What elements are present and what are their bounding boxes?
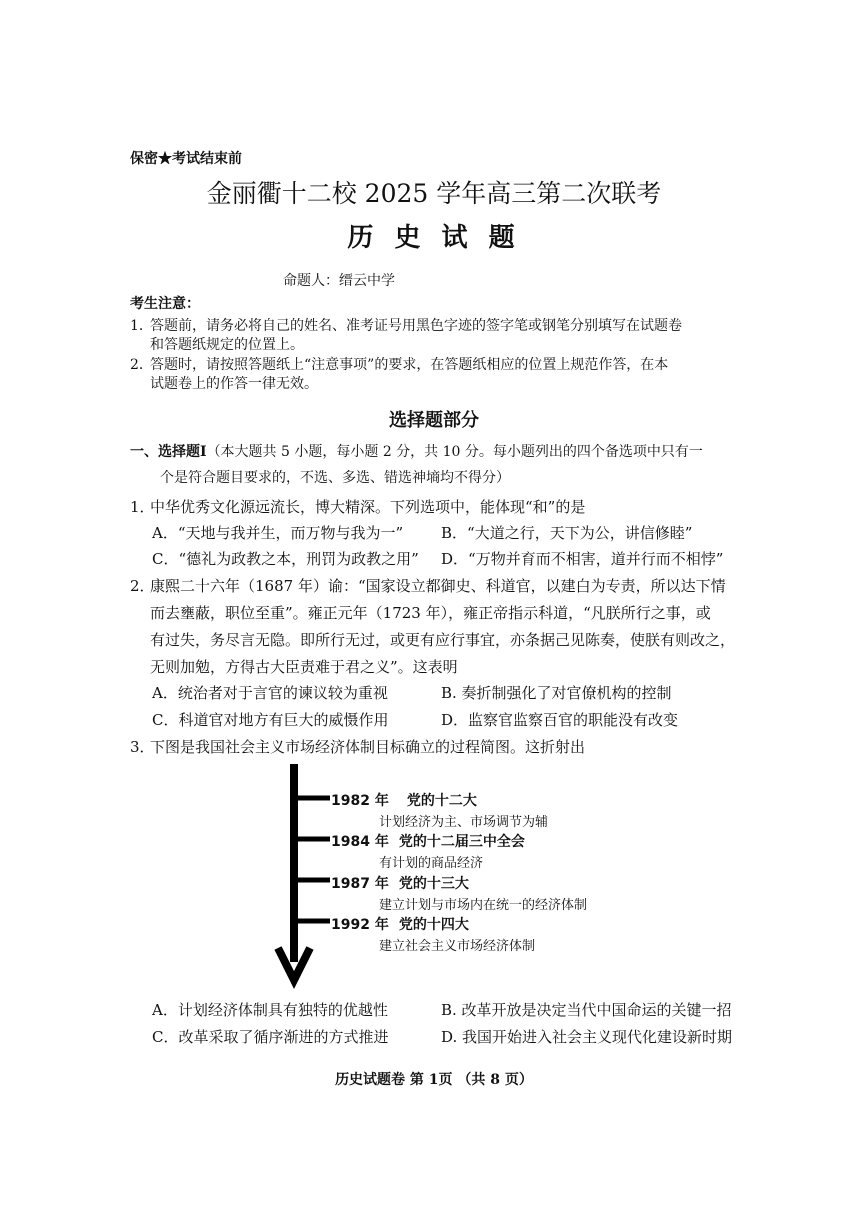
timeline-year: 1984 年 [331, 834, 389, 850]
question-2-stem-line4: 无则加勉，方得古大臣责难于君之义”。这表明 [150, 658, 458, 676]
timeline-entry-1987 [331, 873, 469, 893]
timeline-desc-1982: 计划经济为主、市场调节为辅 [379, 815, 549, 830]
subject-title: 历 史 试 题 [347, 223, 521, 253]
question-1-option-c[interactable]: C．“德礼为政教之本，刑罚为政教之用” [152, 550, 419, 568]
notice-item-2-line2: 试题卷上的作答一律无效。 [150, 376, 318, 392]
question-3-number: 3． [130, 738, 155, 756]
question-1-option-b[interactable]: B．“大道之行，天下为公，讲信修睦” [441, 524, 693, 542]
part-label: 一、选择题Ⅰ [130, 444, 207, 460]
question-1-stem: 中华优秀文化源远流长，博大精深。下列选项中，能体现“和”的是 [150, 498, 586, 516]
timeline-event: 党的十二届三中全会 [398, 834, 525, 850]
author-line: 命题人：缙云中学 [283, 273, 395, 289]
question-2-option-d[interactable]: D．监察官监察百官的职能没有改变 [441, 711, 679, 729]
section-title: 选择题部分 [389, 410, 479, 431]
question-2-option-c[interactable]: C．科道官对地方有巨大的威慑作用 [152, 711, 389, 729]
question-1-option-a[interactable]: A．“天地与我并生，而万物与我为一” [152, 524, 404, 542]
timeline-entry-1984 [331, 831, 525, 851]
timeline-event: 党的十三大 [398, 876, 469, 892]
question-3-stem: 下图是我国社会主义市场经济体制目标确立的过程简图。这折射出 [150, 738, 586, 756]
notice-item-2-line1: 答题时，请按照答题纸上“注意事项”的要求，在答题纸相应的位置上规范作答，在本 [150, 357, 669, 373]
notice-item-1-line2: 和答题纸规定的位置上。 [150, 337, 304, 353]
timeline-entry-1982 [331, 790, 477, 810]
timeline-year: 1987 年 [331, 876, 389, 892]
part-instructions-line2: 个是符合题目要求的，不选、多选、错选神墒均不得分） [160, 470, 510, 486]
question-3-option-b[interactable]: B. 改革开放是决定当代中国命运的关键一招 [441, 1001, 732, 1019]
question-3-option-c[interactable]: C．改革采取了循序渐进的方式推进 [152, 1028, 389, 1046]
question-3-option-a[interactable]: A．计划经济体制具有独特的优越性 [152, 1001, 388, 1019]
timeline-event: 党的十二大 [406, 793, 477, 809]
notice-item-2-num: 2． [130, 357, 153, 373]
question-2-option-a[interactable]: A．统治者对于言官的谏议较为重视 [152, 684, 388, 702]
question-2-number: 2． [130, 577, 155, 595]
confidential-label: 保密★考试结束前 [130, 151, 242, 167]
part-instructions-line1: （本大题共 5 小题，每小题 2 分，共 10 分。每小题列出的四个备选项中只有一 [206, 444, 703, 460]
page-footer: 历史试题卷 第 1页 （共 8 页） [335, 1072, 533, 1088]
timeline-year: 1992 年 [331, 917, 389, 933]
question-1-option-d[interactable]: D．“万物并育而不相害，道并行而不相悖” [441, 550, 724, 568]
notice-item-1-num: 1． [130, 318, 153, 334]
timeline-event: 党的十四大 [398, 917, 469, 933]
question-1-number: 1． [130, 498, 155, 516]
question-2-stem-line1: 康熙二十六年（1687 年）谕：“国家设立都御史、科道官，以建白为专责，所以达下情 [150, 577, 726, 595]
exam-title: 金丽衢十二校 2025 学年高三第二次联考 [206, 179, 662, 208]
timeline-desc-1984: 有计划的商品经济 [379, 856, 484, 871]
timeline-desc-1992: 建立社会主义市场经济体制 [379, 939, 536, 954]
timeline-year: 1982 年 [331, 793, 389, 809]
notice-item-1-line1: 答题前，请务必将自己的姓名、准考证号用黑色字迹的签字笔或钢笔分别填写在试题卷 [150, 318, 682, 334]
question-2-option-b[interactable]: B. 奏折制强化了对官僚机构的控制 [441, 684, 672, 702]
question-2-stem-line3: 有过失，务尽言无隐。即所行无过，或更有应行事宜，亦条据己见陈奏，使朕有则改之， [150, 631, 736, 649]
question-2-stem-line2: 而去壅蔽，职位至重”。雍正元年（1723 年），雍正帝指示科道，“凡朕所行之事，或 [150, 604, 711, 622]
timeline-entry-1992 [331, 914, 469, 934]
question-3-option-d[interactable]: D. 我国开始进入社会主义现代化建设新时期 [441, 1028, 733, 1046]
timeline-desc-1987: 建立计划与市场内在统一的经济体制 [379, 898, 588, 913]
notice-heading: 考生注意： [130, 296, 200, 312]
